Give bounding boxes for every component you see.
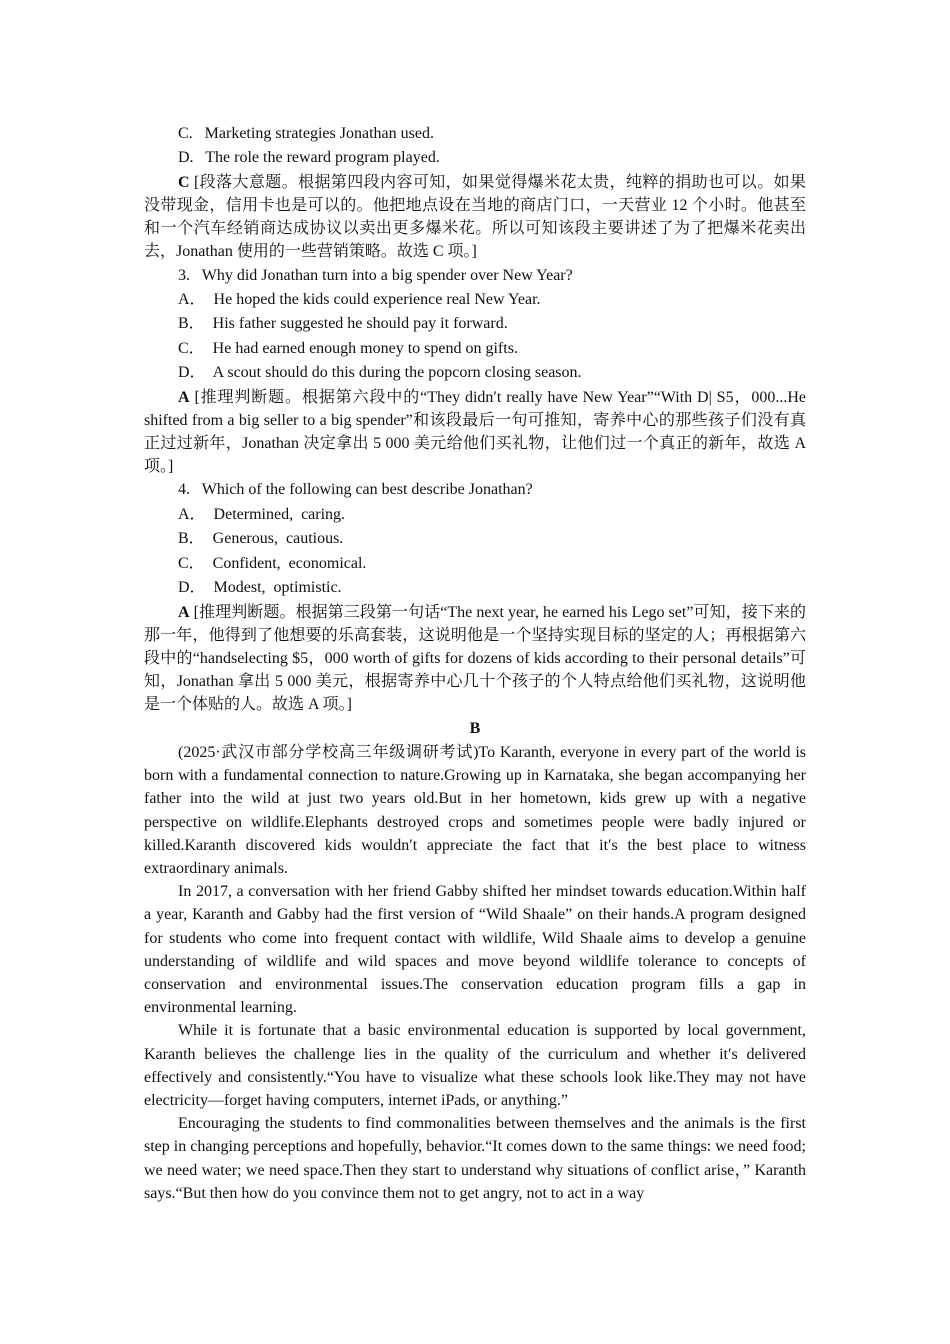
passage-paragraph-4: Encouraging the students to find commonalities between themselves and the animals is the first step in changing perceptions and hopefully, behavior.“It comes down to the same things: we need food; we need water; we need space.Then they start to understand why situations of conflict arise，” Karanth says.“But then how do you convince them not to get angry, not to act in a way (144, 1115, 807, 1202)
q3-option-c: C． He had earned enough money to spend on gifts. (178, 339, 518, 357)
section-b-heading: B (469, 719, 481, 737)
document-page (144, 122, 806, 1205)
passage-paragraph-1: (2025·武汉市部分学校高三年级调研考试)To Karanth, everyone in every part of the world is born with a fundamental connection to nature.Growing up in Karnataka, she began accompanying her father into the wild at just two years old.But in her hometown, kids grew up with a negative perspective on wildlife.Elephants destroyed crops and sometimes people were badly injured or killed.Karanth discovered kids wouldn′t appreciate the fact that it′s the best place to witness extraordinary animals. (144, 743, 806, 877)
q3-answer-letter: A (178, 388, 190, 406)
q4-explanation-text: [推理判断题。根据第三段第一句话“The next year, he earned his Lego set”可知，接下来的那一年，他得到了他想要的乐高套装，这说明他是一个坚持实现目标的坚定的人；再根据第六段中的“handselecting $5，000 worth of gifts for dozens of kids according to their personal details”可知，Jonathan 拿出 5 000 美元，根据寄养中心几十个孩子的个人特点给他们买礼物，这说明他是一个体贴的人。故选 A 项。] (144, 603, 806, 714)
q4-stem: 4. Which of the following can best describe Jonathan? (178, 481, 533, 499)
q3-option-a: A． He hoped the kids could experience real New Year. (178, 291, 541, 309)
q3-stem: 3. Why did Jonathan turn into a big spender over New Year? (178, 266, 573, 284)
q3-answer-explanation (144, 386, 806, 479)
q4-answer-letter: A (178, 603, 190, 621)
q2-answer-letter: C (178, 173, 190, 191)
passage-paragraph-2: In 2017, a conversation with her friend Gabby shifted her mindset towards education.Within half a year, Karanth and Gabby had the first version of “Wild Shaale” on their hands.A program designed for students who come into frequent contact with wildlife, Wild Shaale aims to develop a genuine understanding of wildlife and wild spaces and move beyond wildlife tolerance to concepts of conservation and environmental issues.The conservation education program fills a gap in environmental learning. (144, 883, 806, 1017)
q4-option-b: B． Generous, cautious. (178, 530, 344, 548)
q2-answer-explanation (144, 171, 806, 264)
q2-explanation-text: [段落大意题。根据第四段内容可知，如果觉得爆米花太贵，纯粹的捐助也可以。如果没带现金，信用卡也是可以的。他把地点设在当地的商店门口，一天营业 12 个小时。他甚至和一个汽车经销商达成协议以卖出更多爆米花。所以可知该段主要讲述了为了把爆米花卖出去，Jonathan 使用的一些营销策略。故选 C 项。] (144, 173, 806, 261)
q3-explanation-text: [推理判断题。根据第六段中的“They didn′t really have New Year”“With D| S5，000...He shifted from a big seller to a big spender”和该段最后一句可推知，寄养中心的那些孩子们没有真正过过新年，Jonathan 决定拿出 5 000 美元给他们买礼物，让他们过一个真正的新年，故选 A 项。] (144, 388, 806, 476)
q2-option-d: D. The role the reward program played. (178, 149, 440, 167)
q4-option-a: A． Determined, caring. (178, 505, 346, 523)
q4-option-c: C． Confident, economical. (178, 554, 367, 572)
passage-paragraph-3: While it is fortunate that a basic environmental education is supported by local government, Karanth believes the challenge lies in the quality of the curriculum and whether it′s delivered effectively and consistently.“You have to visualize what these schools look like.They may not have electricity—forget having computers, internet iPads, or anything.” (144, 1022, 806, 1109)
q4-option-d: D． Modest, optimistic. (178, 579, 342, 597)
q2-option-c: C. Marketing strategies Jonathan used. (178, 125, 434, 142)
q3-option-d: D． A scout should do this during the popcorn closing season. (178, 364, 582, 382)
q4-answer-explanation (144, 601, 806, 717)
q3-option-b: B． His father suggested he should pay it forward. (178, 315, 508, 333)
